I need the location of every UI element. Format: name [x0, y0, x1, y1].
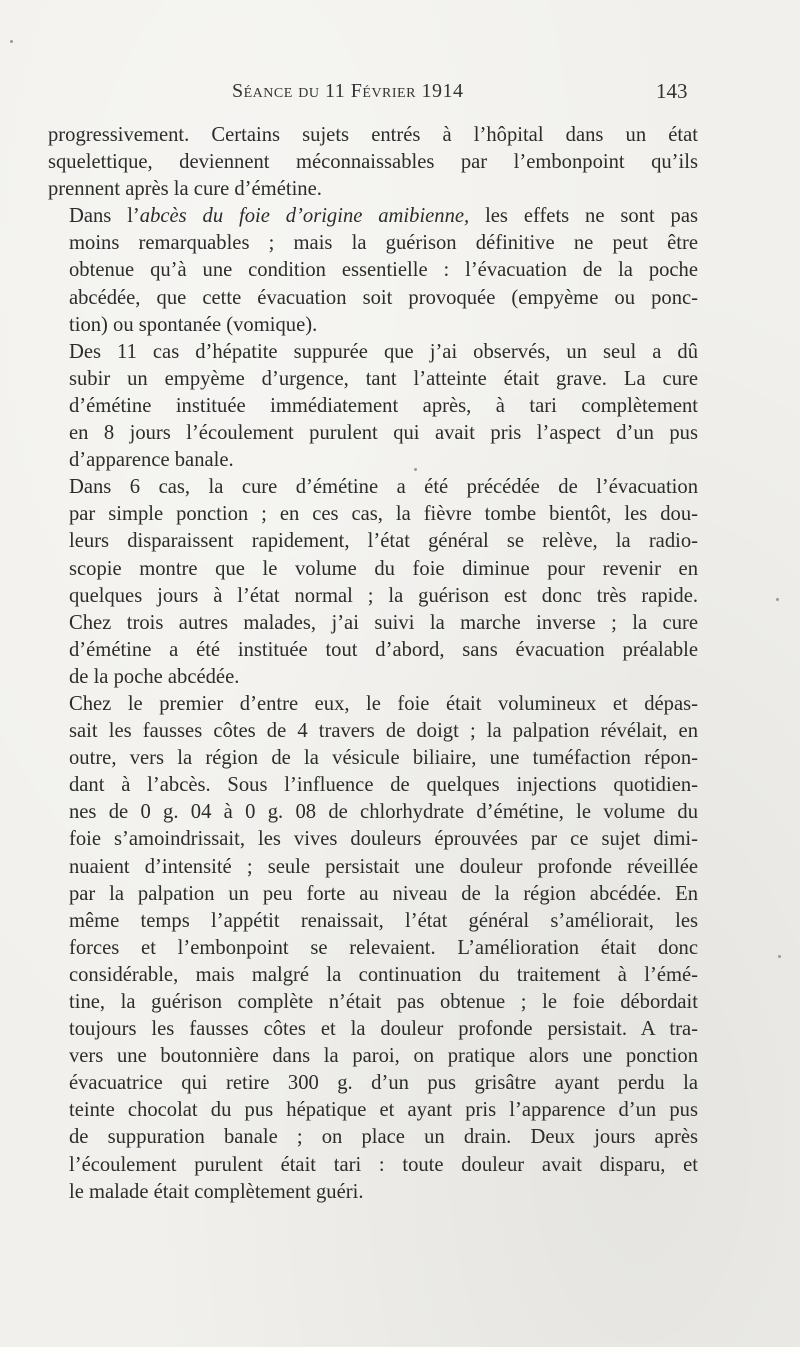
text-line: d’apparence banale. — [69, 449, 234, 472]
paragraph-2 — [48, 203, 698, 338]
text-line: foie s’amoindrissait, les vives douleurs éprouvées par ce sujet dimi- — [69, 828, 698, 851]
text-run: Dans l’ — [69, 205, 140, 228]
text-line: en 8 jours l’écoulement purulent qui avait pris l’aspect d’un pus — [69, 422, 698, 445]
paper-speck — [10, 40, 13, 43]
paragraph-4 — [48, 474, 698, 609]
text-line: scopie montre que le volume du foie diminue pour revenir en — [69, 557, 698, 580]
text-line: tion) ou spontanée (vomique). — [69, 313, 318, 336]
text-line: quelques jours à l’état normal ; la guérison est donc très rapide. — [69, 584, 698, 607]
text-line: de la poche abcédée. — [69, 665, 240, 688]
text-line: par simple ponction ; en ces cas, la fièvre tombe bientôt, les dou- — [69, 503, 698, 526]
running-head: Séance du 11 Février 1914 — [232, 80, 464, 102]
text-line: abcédée, que cette évacuation soit provoquée (empyème ou ponc- — [69, 286, 698, 309]
text-line: nuaient d’intensité ; seule persistait une douleur profonde réveillée — [69, 855, 698, 878]
paragraph-5 — [48, 610, 698, 691]
text-line: considérable, mais malgré la continuation du traitement à l’émé- — [69, 963, 698, 986]
text-line — [48, 203, 698, 230]
text-line: même temps l’appétit renaissait, l’état général s’améliorait, les — [69, 909, 698, 932]
page-number: 143 — [656, 79, 688, 103]
paper-speck — [778, 955, 781, 958]
text-line: nes de 0 g. 04 à 0 g. 08 de chlorhydrate d’émétine, le volume du — [69, 801, 698, 824]
text-line: d’émétine instituée immédiatement après, à tari complètement — [69, 394, 698, 417]
text-line: tine, la guérison complète n’était pas obtenue ; le foie débordait — [69, 991, 698, 1013]
text-line: leurs disparaissent rapidement, l’état général se relève, la radio- — [69, 530, 698, 553]
italic-phrase: abcès du foie d’origine amibienne, — [139, 205, 470, 228]
paragraph-1 — [48, 122, 698, 203]
text-line: Chez le premier d’entre eux, le foie était volumineux et dépas- — [69, 692, 698, 715]
text-line: prennent après la cure d’émétine. — [48, 178, 322, 201]
text-line: toujours les fausses côtes et la douleur profonde persistait. A tra- — [69, 1018, 698, 1041]
text-line: dant à l’abcès. Sous l’influence de quelques injections quotidien- — [69, 774, 698, 797]
paragraph-3 — [48, 339, 698, 474]
text-line: teinte chocolat du pus hépatique et ayant pris l’apparence d’un pus — [69, 1099, 698, 1122]
text-line: outre, vers la région de la vésicule biliaire, une tuméfaction répon- — [69, 747, 698, 770]
text-line: l’écoulement purulent était tari : toute douleur avait disparu, et — [69, 1153, 698, 1176]
text-line: forces et l’embonpoint se relevaient. L’amélioration était donc — [69, 936, 698, 959]
text-line: progressivement. Certains sujets entrés à l’hôpital dans un état — [48, 124, 698, 146]
text-line: d’émétine a été instituée tout d’abord, sans évacuation préalable — [69, 638, 698, 661]
text-line: moins remarquables ; mais la guérison définitive ne peut être — [69, 232, 698, 255]
paper-speck — [414, 468, 417, 471]
text-line: vers une boutonnière dans la paroi, on pratique alors une ponction — [69, 1045, 698, 1068]
text-line: squelettique, deviennent méconnaissables par l’embonpoint qu’ils — [48, 151, 698, 174]
text-line: sait les fausses côtes de 4 travers de doigt ; la palpation révélait, en — [69, 720, 698, 743]
text-line: Chez trois autres malades, j’ai suivi la marche inverse ; la cure — [69, 611, 698, 634]
text-line: évacuatrice qui retire 300 g. d’un pus grisâtre ayant perdu la — [69, 1072, 698, 1095]
text-line: le malade était complètement guéri. — [69, 1180, 364, 1203]
text-line: subir un empyème d’urgence, tant l’atteinte était grave. La cure — [69, 367, 698, 390]
text-line: de suppuration banale ; on place un drain. Deux jours après — [69, 1126, 698, 1149]
text-line: Dans 6 cas, la cure d’émétine a été précédée de l’évacuation — [69, 476, 698, 499]
paper-speck — [776, 598, 779, 601]
text-line: obtenue qu’à une condition essentielle : l’évacuation de la poche — [69, 259, 698, 282]
text-line: par la palpation un peu forte au niveau de la région abcédée. En — [69, 882, 698, 905]
body-text — [48, 122, 698, 1206]
paragraph-6 — [48, 691, 698, 1206]
text-line: Des 11 cas d’hépatite suppurée que j’ai observés, un seul a dû — [69, 340, 698, 363]
text-run: les effets ne sont pas — [469, 205, 698, 228]
